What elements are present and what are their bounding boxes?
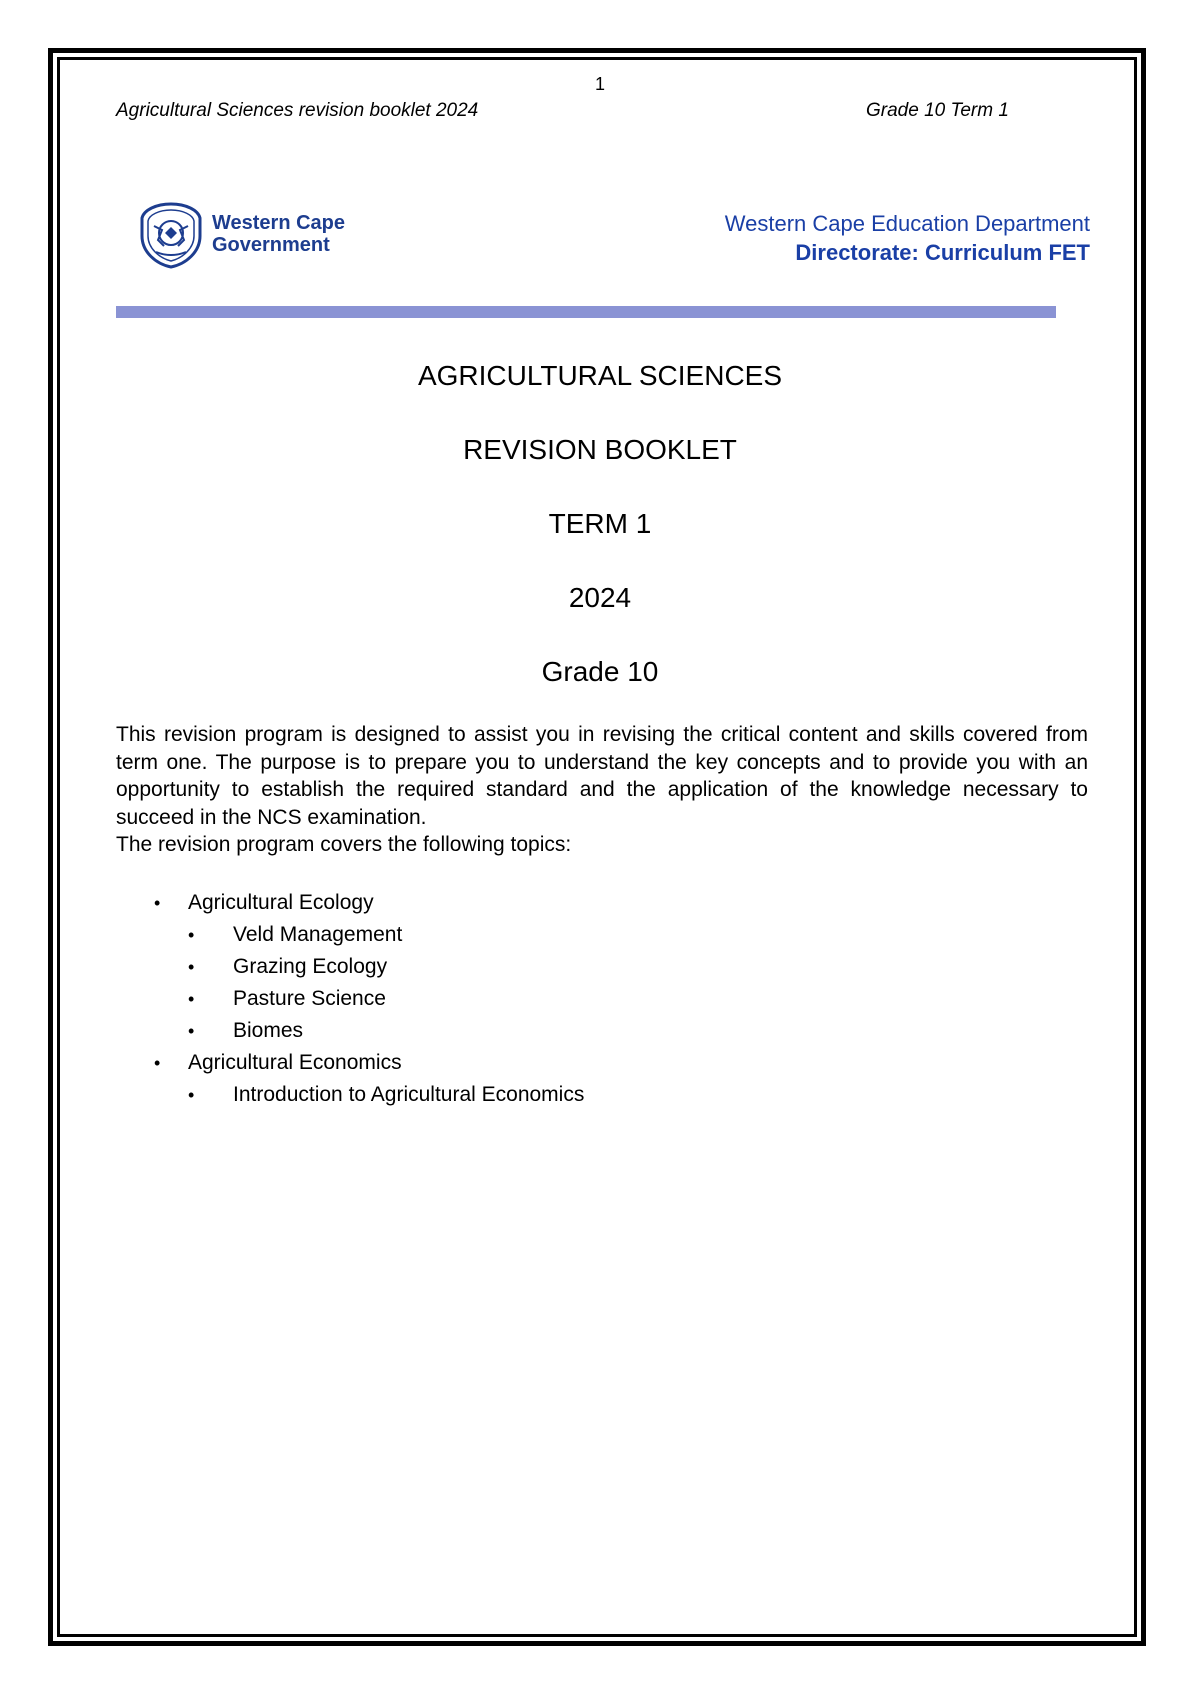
logo-line-2: Government (212, 234, 330, 256)
bullet-icon: • (154, 893, 161, 913)
bullet-icon: • (188, 925, 195, 945)
subtopic-label: Veld Management (233, 923, 403, 946)
title-subject: AGRICULTURAL SCIENCES (417, 360, 783, 391)
intro-paragraph: This revision program is designed to assist you in revising the critical content and skills covered from term one. The purpose is to prepare you to understand the key concepts and to provide you with an opportunity to establish the required standard and the application of the knowledge necessary to succeed in the NCS examination. (116, 723, 1088, 829)
bullet-icon: • (154, 1053, 161, 1073)
title-booklet: REVISION BOOKLET (463, 434, 737, 465)
department-name: Western Cape Education Department (724, 211, 1090, 236)
coat-of-arms-icon (136, 200, 206, 270)
bullet-icon: • (188, 1021, 195, 1041)
logo-wordmark (212, 212, 345, 256)
department-block (725, 209, 1090, 267)
bullet-icon: • (188, 989, 195, 1009)
logo-line-1: Western Cape (212, 212, 346, 234)
subtopic-label: Grazing Ecology (233, 955, 388, 978)
subtopic-label: Pasture Science (233, 987, 386, 1010)
directorate: Directorate: Curriculum FET (795, 240, 1090, 265)
title-term: TERM 1 (548, 508, 652, 539)
header-divider (116, 306, 1056, 318)
bullet-icon: • (188, 1085, 195, 1105)
title-grade: Grade 10 (541, 656, 659, 687)
bullet-icon: • (188, 957, 195, 977)
page-number: 1 (594, 74, 605, 94)
intro-text (116, 721, 1088, 859)
topics-lead: The revision program covers the following topics: (116, 833, 572, 856)
western-cape-government-logo (136, 200, 376, 270)
running-header-right: Grade 10 Term 1 (866, 100, 1009, 121)
running-header-left: Agricultural Sciences revision booklet 2024 (116, 100, 479, 121)
topic-label: Agricultural Ecology (188, 891, 374, 914)
title-year: 2024 (568, 582, 632, 613)
subtopic-label: Biomes (233, 1019, 304, 1042)
subtopic-label: Introduction to Agricultural Economics (233, 1083, 585, 1106)
topic-label: Agricultural Economics (188, 1051, 402, 1074)
